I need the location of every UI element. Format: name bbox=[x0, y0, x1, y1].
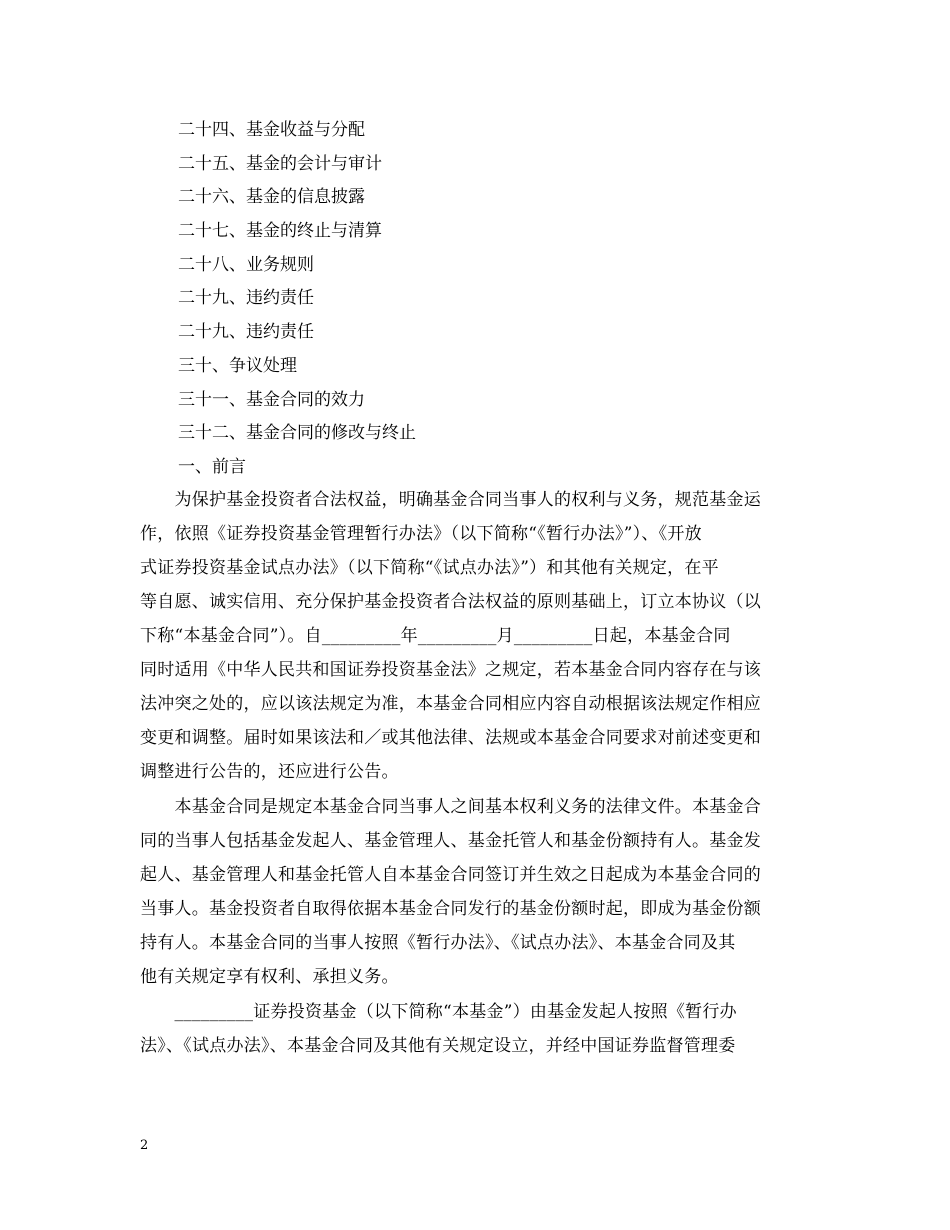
text-line: 同的当事人包括基金发起人、基金管理人、基金托管人和基金份额持有人。基金发 bbox=[140, 831, 761, 851]
text-line: 为保护基金投资者合法权益，明确基金合同当事人的权利与义务，规范基金运 bbox=[140, 490, 761, 510]
text-line: 持有人。本基金合同的当事人按照《暂行办法》、《试点办法》、本基金合同及其 bbox=[140, 933, 736, 953]
text-line: 法》、《试点办法》、本基金合同及其他有关规定设立，并经中国证券监督管理委 bbox=[140, 1036, 736, 1056]
paragraph bbox=[140, 795, 812, 999]
text-line: 当事人。基金投资者自取得依据本基金合同发行的基金份额时起，即成为基金份额 bbox=[140, 899, 761, 919]
text-line: 同时适用《中华人民共和国证券投资基金法》之规定，若本基金合同内容存在与该 bbox=[140, 660, 761, 680]
toc-item: 三十、争议处理 bbox=[178, 355, 297, 376]
section-heading: 一、前言 bbox=[178, 456, 246, 477]
toc-item: 二十九、违约责任 bbox=[178, 288, 314, 309]
toc-item: 三十二、基金合同的修改与终止 bbox=[178, 423, 416, 444]
toc-item: 二十七、基金的终止与清算 bbox=[178, 221, 382, 242]
toc-item: 二十五、基金的会计与审计 bbox=[178, 153, 382, 174]
paragraph bbox=[140, 1000, 812, 1068]
text-line: 调整进行公告的，还应进行公告。 bbox=[140, 762, 399, 782]
text-line: 下称“本基金合同”）。自_________年_________月_________日起，本基金合同 bbox=[140, 626, 731, 646]
page-number: 2 bbox=[140, 1138, 149, 1153]
text-line: 本基金合同是规定本基金合同当事人之间基本权利义务的法律文件。本基金合 bbox=[140, 797, 761, 817]
text-line: 作，依照《证券投资基金管理暂行办法》（以下简称“《暂行办法》”）、《开放 bbox=[140, 524, 702, 544]
table-of-contents bbox=[178, 118, 416, 489]
body-text bbox=[140, 488, 812, 1068]
text-line: _________证券投资基金（以下简称“本基金”）由基金发起人按照《暂行办 bbox=[140, 1002, 737, 1022]
text-line: 他有关规定享有权利、承担义务。 bbox=[140, 967, 399, 987]
text-line: 法冲突之处的，应以该法规定为准，本基金合同相应内容自动根据该法规定作相应 bbox=[140, 694, 761, 714]
toc-item: 二十四、基金收益与分配 bbox=[178, 120, 365, 140]
text-line: 变更和调整。届时如果该法和／或其他法律、法规或本基金合同要求对前述变更和 bbox=[140, 728, 761, 748]
toc-item: 二十八、业务规则 bbox=[178, 254, 314, 275]
text-line: 等自愿、诚实信用、充分保护基金投资者合法权益的原则基础上，订立本协议（以 bbox=[140, 592, 761, 612]
text-line: 起人、基金管理人和基金托管人自本基金合同签订并生效之日起成为本基金合同的 bbox=[140, 865, 761, 885]
text-line: 式证券投资基金试点办法》（以下简称“《试点办法》”）和其他有关规定，在平 bbox=[140, 558, 719, 578]
toc-item: 三十一、基金合同的效力 bbox=[178, 389, 365, 410]
toc-item: 二十九、违约责任 bbox=[178, 322, 314, 343]
paragraph bbox=[140, 488, 812, 794]
toc-item: 二十六、基金的信息披露 bbox=[178, 187, 365, 208]
